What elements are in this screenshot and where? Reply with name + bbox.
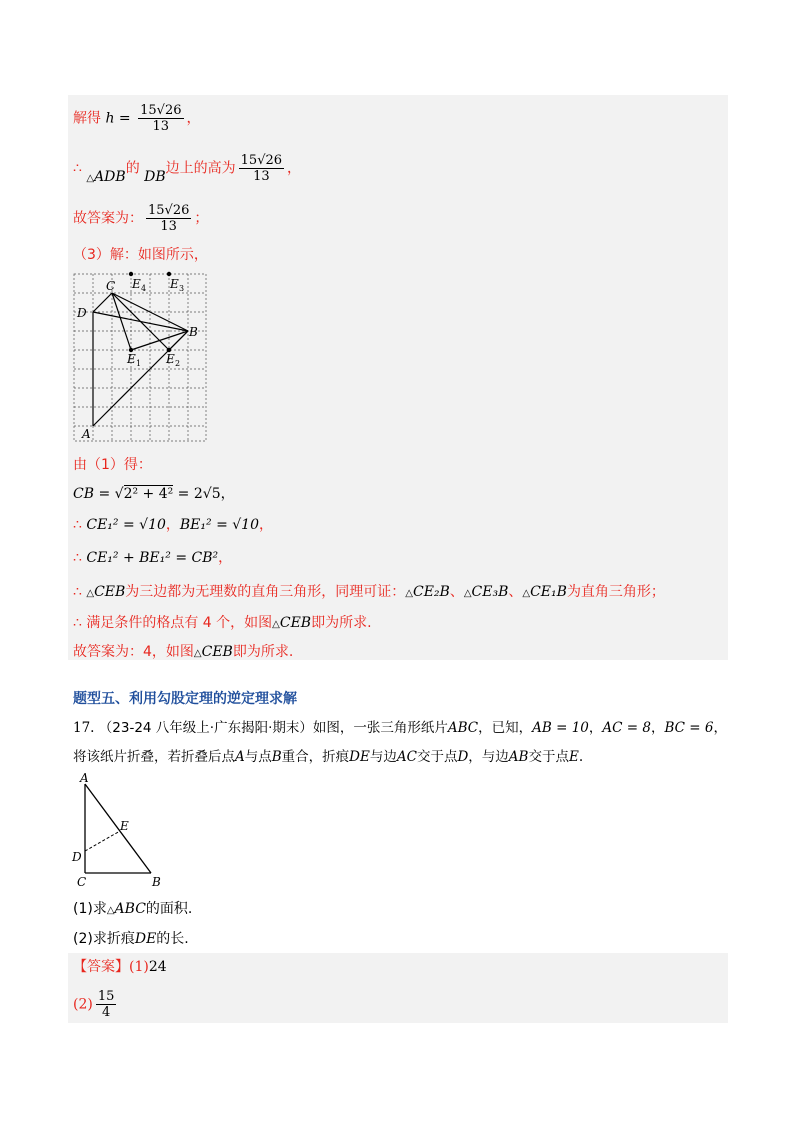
svg-text:3: 3 (179, 284, 185, 293)
fraction: $\frac{15√26}{13}$ (240, 153, 283, 184)
label-D: D (77, 306, 87, 320)
solution-line-6: CB = √2² + 4² = 2√5， (73, 486, 235, 502)
solution-line-3: 故答案为： $\frac{15√26}{13}$ ； (73, 203, 209, 234)
svg-text:4: 4 (141, 284, 147, 293)
label-E2: E (166, 352, 175, 366)
tri-label-A: A (80, 771, 89, 785)
question-2: (2)求折痕DE的长. (73, 931, 189, 947)
problem-17-line-1: 17. （23-24 八年级上·广东揭阳·期末）如图，一张三角形纸片ABC，已知，AB = 10，AC = 8，BC = 6， (73, 720, 727, 736)
svg-text:1: 1 (136, 359, 142, 368)
solution-line-7: ∴ CE₁² = √10，BE₁² = √10， (73, 517, 273, 533)
label-A: A (82, 427, 91, 441)
solution-line-2: ∴ △ADB的 DB边上的高为 $\frac{15√26}{13}$ ， (73, 153, 302, 185)
answer-line-1: 【答案】(1)24 (73, 959, 167, 975)
section-heading: 题型五、利用勾股定理的逆定理求解 (73, 691, 297, 707)
grid-figure (70, 270, 210, 445)
tri-label-E: E (120, 819, 129, 833)
answer-line-2: (2) $\frac{15}{4}$ (73, 989, 115, 1020)
svg-text:2: 2 (175, 359, 181, 368)
tri-label-D: D (72, 850, 82, 864)
solution-line-10: ∴ 满足条件的格点有 4 个，如图△CEB即为所求. (73, 615, 372, 631)
triangle-figure (68, 770, 178, 892)
solution-line-11: 故答案为：4，如图△CEB即为所求. (73, 644, 294, 660)
grid-lines (74, 274, 206, 441)
tri-label-B: B (152, 875, 161, 889)
solution-line-5: 由（1）得： (73, 457, 152, 473)
question-1: (1)求△ABC的面积. (73, 901, 193, 917)
problem-17-line-2: 将该纸片折叠，若折叠后点A与点B重合，折痕DE与边AC交于点D，与边AB交于点E. (73, 749, 584, 765)
solution-line-9: ∴ △CEB为三边都为无理数的直角三角形，同理可证：△CE₂B、△CE₃B、△CE₁B为直角三角形； (73, 584, 665, 600)
label-B: B (189, 325, 198, 339)
solution-line-1: 解得 h = $\frac{15√26}{13}$ ， (73, 103, 201, 134)
label-E4: E (132, 277, 141, 291)
fraction: $\frac{15√26}{13}$ (140, 103, 182, 134)
solution-line-4: （3）解：如图所示， (73, 247, 208, 263)
tri-label-C: C (77, 875, 87, 889)
fraction: $\frac{15√26}{13}$ (148, 203, 190, 234)
solution-line-8: ∴ CE₁² + BE₁² = CB²， (73, 550, 233, 566)
label-E1: E (127, 352, 136, 366)
fraction: $\frac{15}{4}$ (97, 989, 115, 1020)
answer-block (68, 953, 728, 1023)
label-C: C (106, 279, 116, 293)
label-E3: E (170, 277, 179, 291)
